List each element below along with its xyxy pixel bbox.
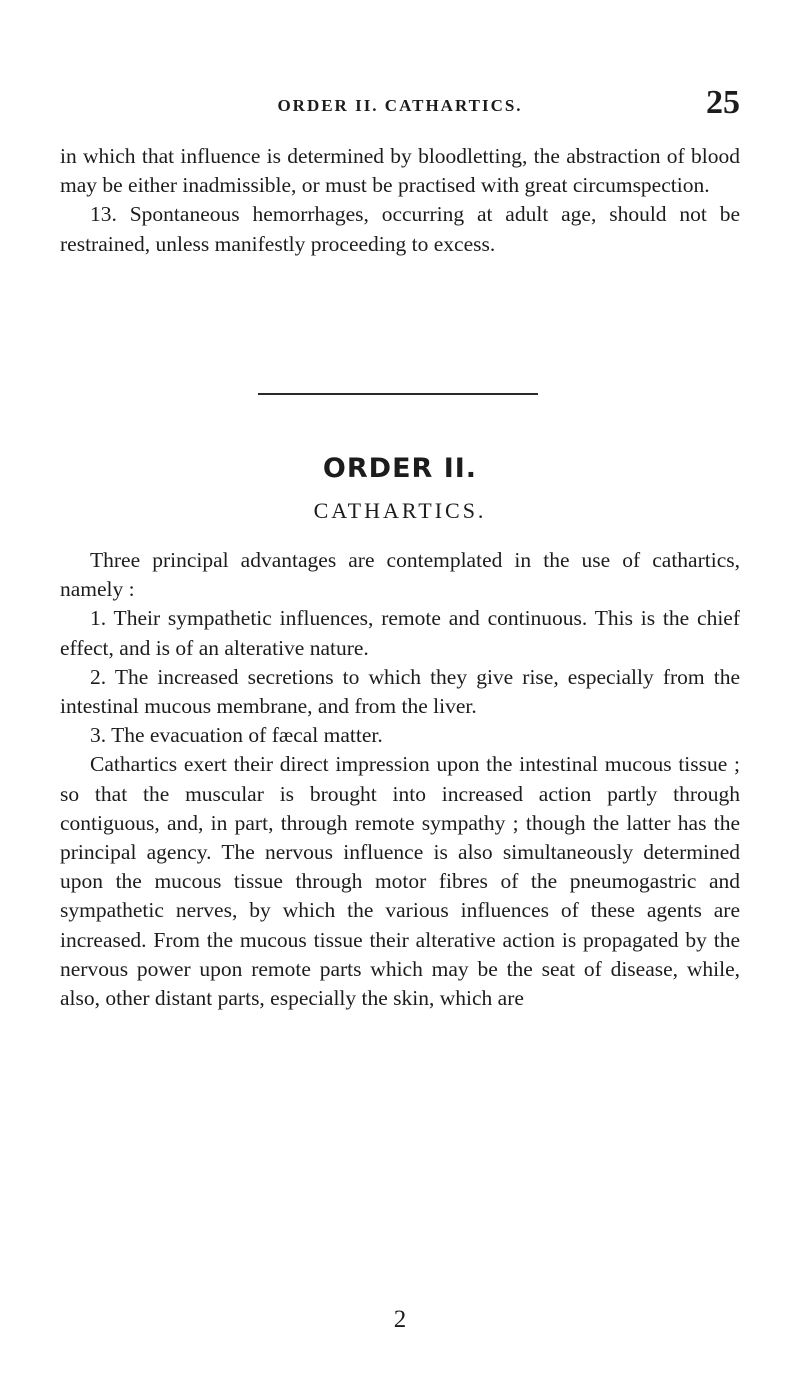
continued-text <box>60 142 740 259</box>
paragraph-body: Cathartics exert their direct impression upon the intestinal mucous tissue ; so that the muscular is brought into increased action partly through contiguous, and, in part, through remote sympathy ; though the latter has the principal agency. The nervous influence is also simultaneously determined upon the mucous tissue through motor fibres of the pneumogastric and sympathetic nerves, by which the various influences of these agents are increased. From the mucous tissue their alterative action is propagated by the nervous power upon remote parts which may be the seat of disease, while, also, other distant parts, especially the skin, which are <box>60 752 740 1011</box>
paragraph-continued: in which that influence is determined by bloodletting, the abstraction of blood may be either inadmissible, or must be practised with great circumspection. <box>60 144 740 198</box>
paragraph-intro: Three principal advantages are contemplated in the use of cathartics, namely : <box>60 548 740 602</box>
section-divider <box>258 393 538 395</box>
paragraph-item-1: 1. Their sympathetic influences, remote and continuous. This is the chief effect, and is of an alterative nature. <box>60 606 740 660</box>
running-head <box>60 84 740 130</box>
page-number: 25 <box>706 84 740 121</box>
signature-mark: 2 <box>393 1306 407 1333</box>
paragraph-item-2: 2. The increased secretions to which they give rise, especially from the intestinal mucous membrane, and from the liver. <box>60 664 740 719</box>
section-body <box>60 546 740 1013</box>
paragraph-13: 13. Spontaneous hemorrhages, occurring at adult age, should not be restrained, unless manifestly proceeding to excess. <box>60 202 740 256</box>
running-title: ORDER II. CATHARTICS. <box>277 96 523 115</box>
paragraph-item-3: 3. The evacuation of fæcal matter. <box>90 723 383 748</box>
section-title: ORDER II. <box>322 453 478 484</box>
section-subtitle: CATHARTICS. <box>313 498 487 523</box>
